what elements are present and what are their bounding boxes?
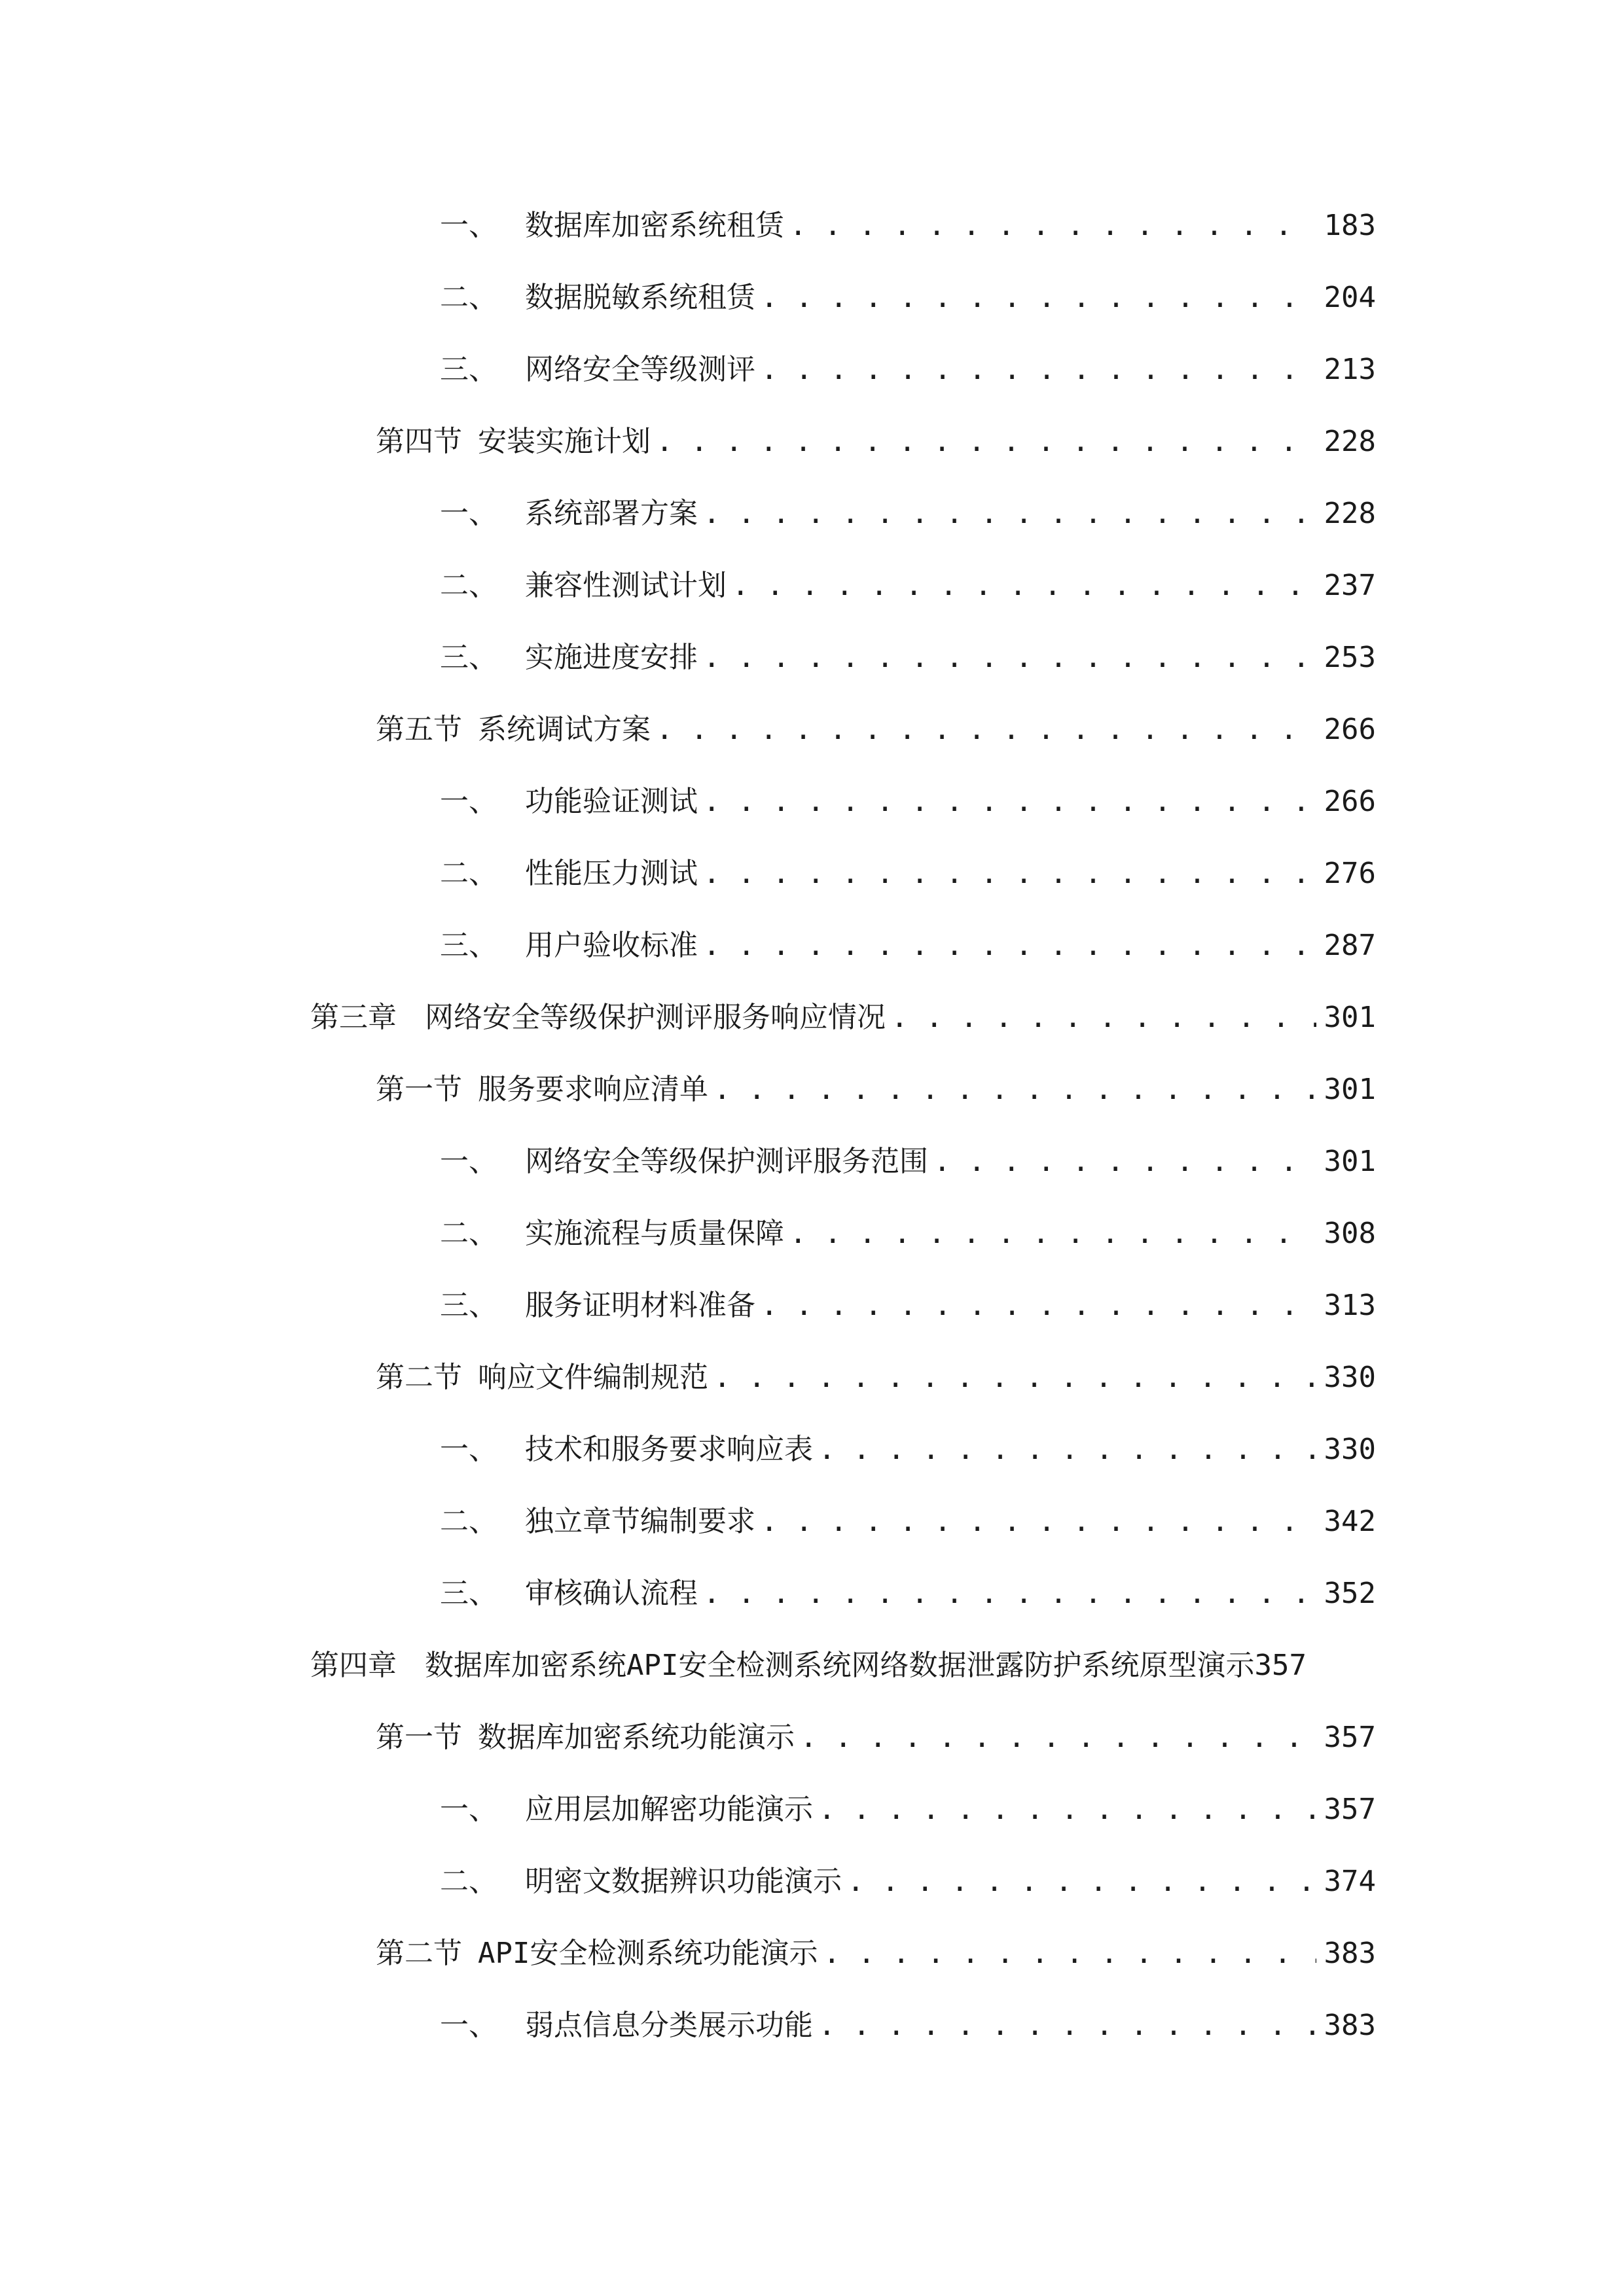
toc-entry-page: 266: [1324, 785, 1376, 818]
toc-entry-title: 应用层加解密功能演示: [525, 1793, 813, 1826]
dot-leader: [703, 622, 1316, 694]
toc-entry-title: 独立章节编制要求: [525, 1505, 755, 1538]
dot-leader: [703, 838, 1316, 910]
dot-leader: [703, 910, 1316, 982]
dot-leader: [656, 694, 1316, 766]
dot-leader: [732, 550, 1316, 622]
toc-entry[interactable]: [440, 1486, 1376, 1558]
toc-entry-number: 第一节: [376, 1721, 462, 1754]
toc-entry-page: 383: [1324, 2009, 1376, 2042]
toc-entry[interactable]: [440, 478, 1376, 550]
toc-entry[interactable]: [440, 1990, 1376, 2062]
toc-entry-number: 一、: [440, 2009, 497, 2042]
dot-leader: [656, 406, 1316, 478]
toc-entry-page: 183: [1324, 209, 1376, 242]
toc-entry-page: 301: [1324, 1073, 1376, 1106]
dot-leader: [703, 766, 1316, 838]
toc-entry-number: 一、: [440, 785, 497, 818]
toc-entry-number: 一、: [440, 497, 497, 530]
toc-entry-title: 网络安全等级保护测评服务范围: [525, 1145, 928, 1178]
toc-entry-title: 明密文数据辨识功能演示: [525, 1865, 842, 1898]
dot-leader: [703, 1558, 1316, 1630]
dot-leader: [789, 190, 1316, 262]
toc-entry[interactable]: [376, 1342, 1376, 1414]
toc-entry-page: 213: [1324, 353, 1376, 386]
toc-entry-number: 二、: [440, 281, 497, 314]
toc-entry-page: 301: [1324, 1001, 1376, 1034]
toc-entry[interactable]: [440, 1558, 1376, 1630]
toc-entry-title: 审核确认流程: [525, 1577, 698, 1610]
toc-entry[interactable]: [440, 550, 1376, 622]
toc-entry-title: 兼容性测试计划: [525, 569, 727, 602]
dot-leader: [761, 1486, 1316, 1558]
toc-entry[interactable]: [440, 1414, 1376, 1486]
toc-entry-number: 二、: [440, 1217, 497, 1250]
toc-entry[interactable]: [440, 622, 1376, 694]
toc-entry-page: 313: [1324, 1289, 1376, 1322]
toc-entry-number: 第二节: [376, 1937, 462, 1970]
toc-entry-title: 用户验收标准: [525, 929, 698, 962]
toc-entry-title: 系统部署方案: [525, 497, 698, 530]
toc-entry-page: 266: [1324, 713, 1376, 746]
toc-entry-title: 服务要求响应清单: [478, 1073, 708, 1106]
toc-entry-page: 228: [1324, 425, 1376, 458]
dot-leader: [761, 1270, 1316, 1342]
dot-leader: [761, 334, 1316, 406]
toc-entry-page: 308: [1324, 1217, 1376, 1250]
toc-entry[interactable]: [310, 1630, 1423, 1702]
toc-entry-title: 安装实施计划: [478, 425, 651, 458]
toc-entry-title: 功能验证测试: [525, 785, 698, 818]
toc-entry[interactable]: [440, 1126, 1376, 1198]
toc-entry[interactable]: [440, 838, 1376, 910]
dot-leader: [713, 1054, 1316, 1126]
toc-entry-number: 一、: [440, 1145, 497, 1178]
dot-leader: [891, 982, 1316, 1054]
toc-entry-number: 一、: [440, 209, 497, 242]
toc-entry-page: 287: [1324, 929, 1376, 962]
toc-entry-number: 一、: [440, 1433, 497, 1466]
toc-entry-number: 第四章: [310, 1649, 397, 1682]
toc-entry-page: 374: [1324, 1865, 1376, 1898]
toc-entry-page: 237: [1324, 569, 1376, 602]
toc-entry[interactable]: [440, 1198, 1376, 1270]
toc-entry[interactable]: [440, 910, 1376, 982]
toc-entry-page: 228: [1324, 497, 1376, 530]
toc-entry[interactable]: [376, 1918, 1376, 1990]
toc-entry[interactable]: [310, 982, 1376, 1054]
toc-entry-page: 383: [1324, 1937, 1376, 1970]
toc-entry-title: 服务证明材料准备: [525, 1289, 755, 1322]
dot-leader: [823, 1918, 1316, 1990]
toc-entry-title: 数据库加密系统API安全检测系统网络数据泄露防护系统原型演示: [425, 1649, 1255, 1682]
toc-entry-page: 253: [1324, 641, 1376, 674]
dot-leader: [818, 1414, 1316, 1486]
toc-entry-title: 数据库加密系统功能演示: [478, 1721, 795, 1754]
toc-entry[interactable]: [376, 694, 1376, 766]
toc-entry-number: 二、: [440, 1505, 497, 1538]
toc-entry-number: 一、: [440, 1793, 497, 1826]
toc-entry-page: 204: [1324, 281, 1376, 314]
toc-entry-page: 276: [1324, 857, 1376, 890]
dot-leader: [933, 1126, 1316, 1198]
toc-entry[interactable]: [440, 1774, 1376, 1846]
toc-entry[interactable]: [440, 334, 1376, 406]
toc-entry-number: 三、: [440, 353, 497, 386]
dot-leader: [818, 1774, 1316, 1846]
toc-entry[interactable]: [376, 406, 1376, 478]
toc-entry-number: 第二节: [376, 1361, 462, 1394]
toc-entry-number: 三、: [440, 641, 497, 674]
toc-entry-page: 330: [1324, 1433, 1376, 1466]
dot-leader: [761, 262, 1316, 334]
toc-entry[interactable]: [440, 262, 1376, 334]
toc-entry-title: 实施进度安排: [525, 641, 698, 674]
toc-entry-title: 数据脱敏系统租赁: [525, 281, 755, 314]
toc-entry-title: 技术和服务要求响应表: [525, 1433, 813, 1466]
toc-entry-number: 第五节: [376, 713, 462, 746]
toc-entry-page: 342: [1324, 1505, 1376, 1538]
toc-entry-number: 第一节: [376, 1073, 462, 1106]
dot-leader: [789, 1198, 1316, 1270]
toc-entry[interactable]: [376, 1702, 1376, 1774]
toc-entry-number: 第四节: [376, 425, 462, 458]
toc-entry-title: 响应文件编制规范: [478, 1361, 708, 1394]
toc-entry-title: 实施流程与质量保障: [525, 1217, 784, 1250]
toc-entry[interactable]: [376, 1054, 1376, 1126]
dot-leader: [713, 1342, 1316, 1414]
toc-entry[interactable]: [440, 190, 1376, 262]
toc-entry-title: 弱点信息分类展示功能: [525, 2009, 813, 2042]
toc-entry-page: 352: [1324, 1577, 1376, 1610]
toc-entry-number: 二、: [440, 1865, 497, 1898]
toc-entry-page: 357: [1324, 1721, 1376, 1754]
toc-entry-number: 三、: [440, 1577, 497, 1610]
toc-entry-number: 二、: [440, 857, 497, 890]
toc-entry[interactable]: [440, 1846, 1376, 1918]
toc-entry-page: 301: [1324, 1145, 1376, 1178]
toc-entry-page: 357: [1254, 1649, 1307, 1682]
toc-entry-number: 二、: [440, 569, 497, 602]
dot-leader: [847, 1846, 1316, 1918]
toc-entry-title: 性能压力测试: [525, 857, 698, 890]
toc-entry-number: 三、: [440, 929, 497, 962]
toc-entry-page: 330: [1324, 1361, 1376, 1394]
toc-entry[interactable]: [440, 1270, 1376, 1342]
toc-entry-title: API安全检测系统功能演示: [478, 1937, 818, 1970]
toc-entry-title: 网络安全等级保护测评服务响应情况: [425, 1001, 886, 1034]
toc-entry-title: 网络安全等级测评: [525, 353, 755, 386]
toc-entry[interactable]: [440, 766, 1376, 838]
toc-entry-page: 357: [1324, 1793, 1376, 1826]
toc-entry-number: 第三章: [310, 1001, 397, 1034]
toc-entry-title: 系统调试方案: [478, 713, 651, 746]
toc-entry-title: 数据库加密系统租赁: [525, 209, 784, 242]
dot-leader: [703, 478, 1316, 550]
toc-entry-number: 三、: [440, 1289, 497, 1322]
dot-leader: [818, 1990, 1316, 2062]
dot-leader: [800, 1702, 1316, 1774]
